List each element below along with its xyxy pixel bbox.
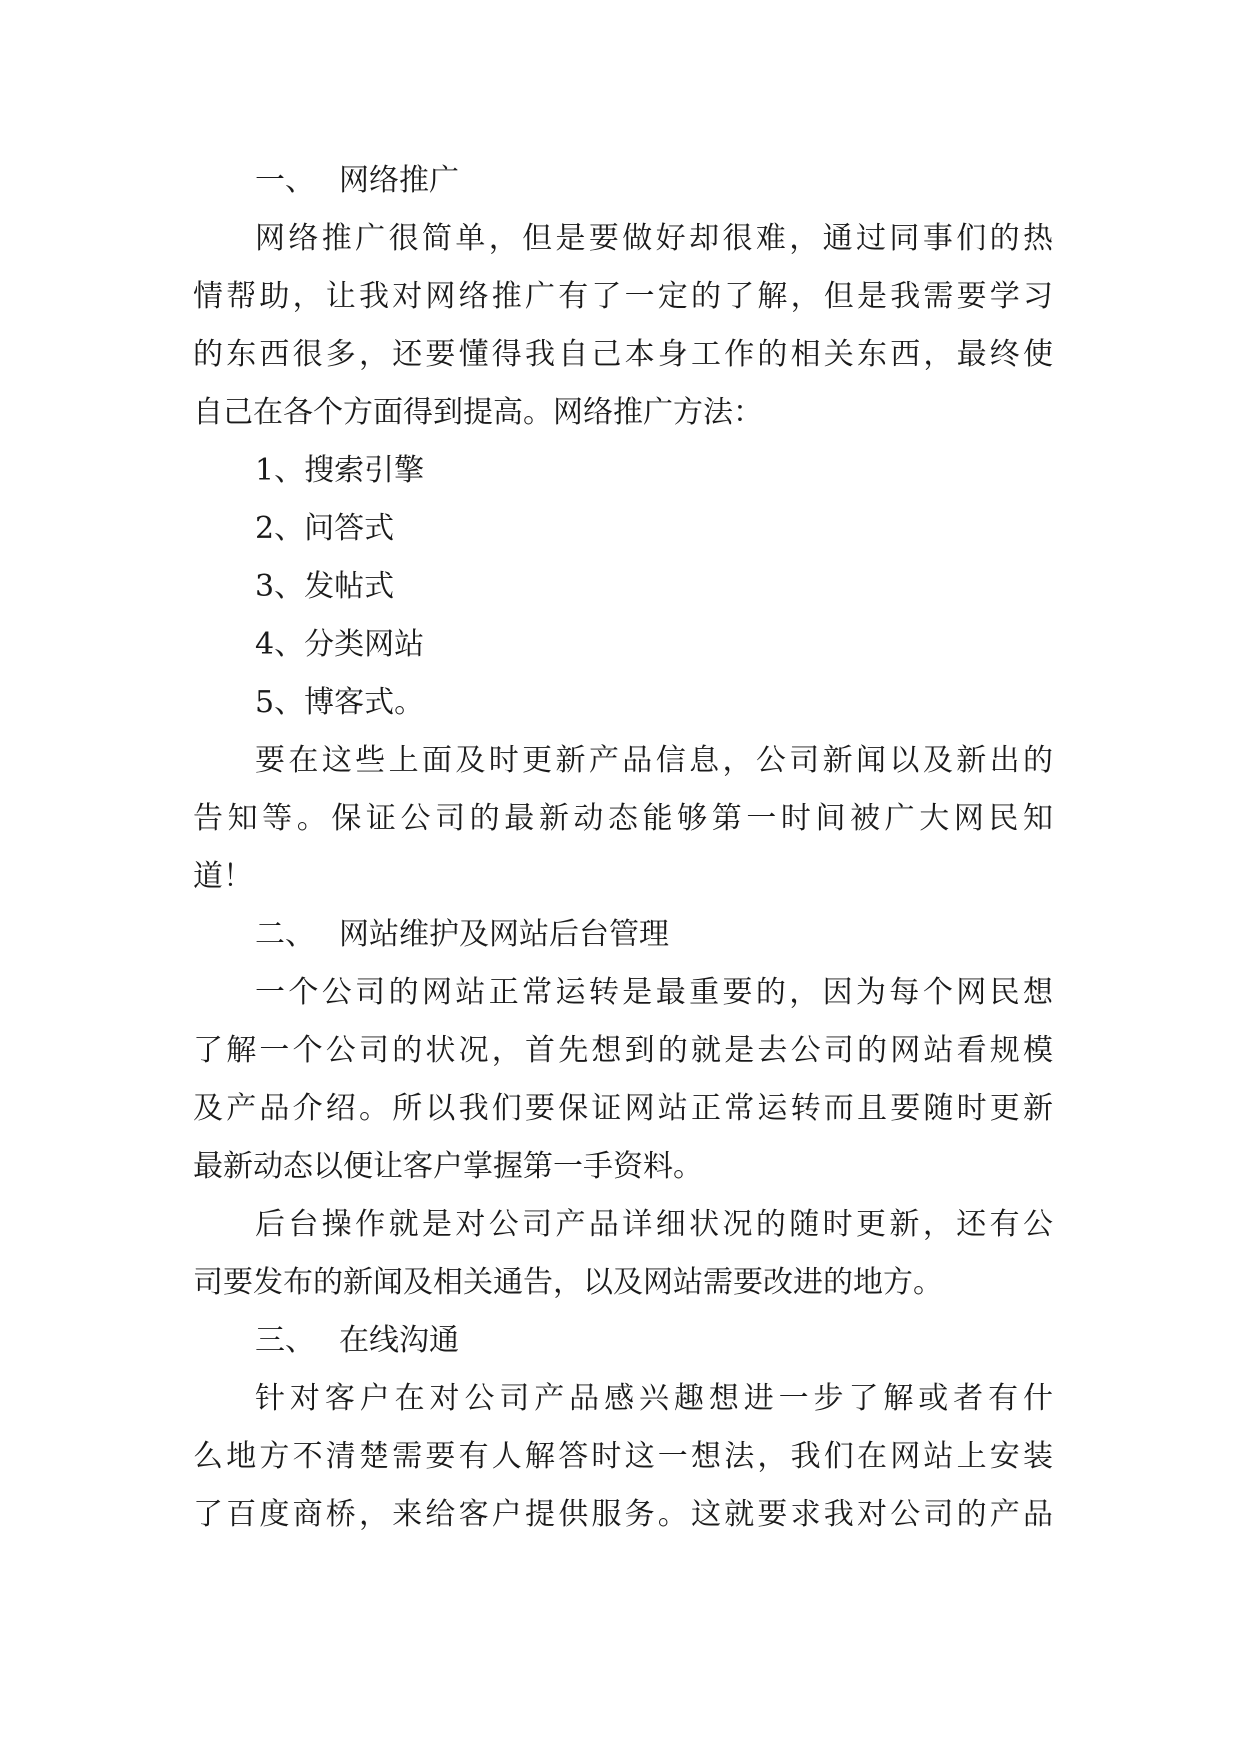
section-title: 网络推广 bbox=[339, 163, 459, 198]
paragraph-line: 及产品介绍。所以我们要保证网站正常运转而且要随时更新 bbox=[193, 1091, 1053, 1126]
paragraph-line: 要在这些上面及时更新产品信息，公司新闻以及新出的 bbox=[255, 743, 1053, 778]
paragraph-line: 最新动态以便让客户掌握第一手资料。 bbox=[193, 1149, 703, 1184]
paragraph-line: 了解一个公司的状况，首先想到的就是去公司的网站看规模 bbox=[193, 1033, 1053, 1068]
section-heading bbox=[255, 906, 1053, 964]
list-item: 1、搜索引擎 bbox=[255, 453, 425, 488]
paragraph-line: 自己在各个方面得到提高。网络推广方法： bbox=[193, 395, 763, 430]
paragraph-line: 道！ bbox=[193, 859, 253, 894]
section-heading bbox=[255, 152, 1053, 210]
section-heading bbox=[255, 1312, 1053, 1370]
paragraph-line: 针对客户在对公司产品感兴趣想进一步了解或者有什 bbox=[255, 1381, 1053, 1416]
paragraph-line: 后台操作就是对公司产品详细状况的随时更新，还有公 bbox=[255, 1207, 1053, 1242]
paragraph-line: 了百度商桥，来给客户提供服务。这就要求我对公司的产品 bbox=[193, 1497, 1053, 1532]
paragraph-line: 情帮助，让我对网络推广有了一定的了解，但是我需要学习 bbox=[193, 279, 1053, 314]
list-item: 4、分类网站 bbox=[255, 627, 425, 662]
section-title: 网站维护及网站后台管理 bbox=[339, 917, 669, 952]
list-item: 2、问答式 bbox=[255, 511, 395, 546]
paragraph-line: 告知等。保证公司的最新动态能够第一时间被广大网民知 bbox=[193, 801, 1053, 836]
section-number: 三、 bbox=[255, 1323, 315, 1358]
paragraph-line: 的东西很多，还要懂得我自己本身工作的相关东西，最终使 bbox=[193, 337, 1053, 372]
paragraph-line: 司要发布的新闻及相关通告，以及网站需要改进的地方。 bbox=[193, 1265, 943, 1300]
list-item: 5、博客式。 bbox=[255, 685, 425, 720]
section-number: 二、 bbox=[255, 917, 315, 952]
paragraph-line: 么地方不清楚需要有人解答时这一想法，我们在网站上安装 bbox=[193, 1439, 1053, 1474]
list-item: 3、发帖式 bbox=[255, 569, 395, 604]
section-number: 一、 bbox=[255, 163, 315, 198]
paragraph-line: 一个公司的网站正常运转是最重要的，因为每个网民想 bbox=[255, 975, 1053, 1010]
section-title: 在线沟通 bbox=[339, 1323, 459, 1358]
paragraph-line: 网络推广很简单，但是要做好却很难，通过同事们的热 bbox=[255, 221, 1053, 256]
